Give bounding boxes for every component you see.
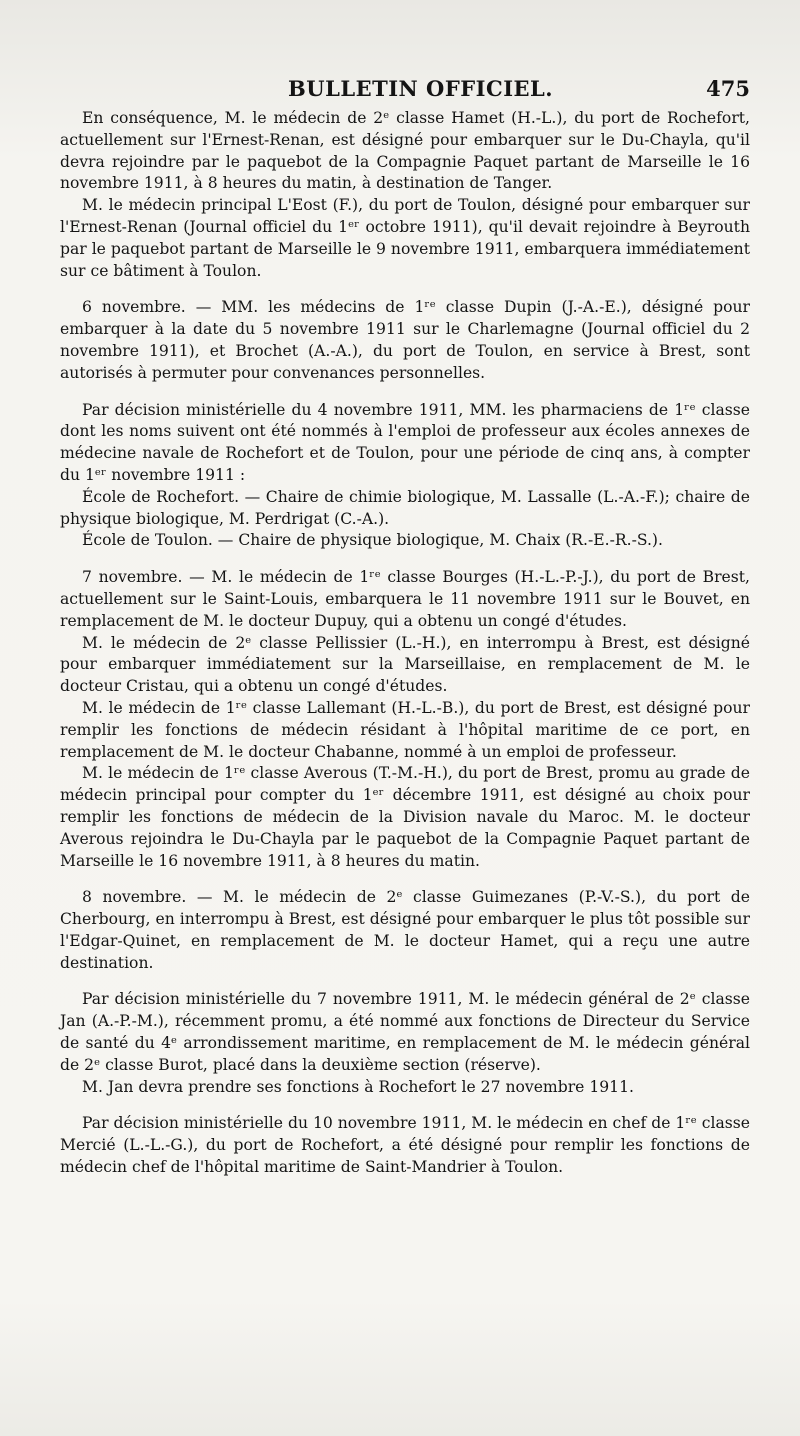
paragraph-1: En conséquence, M. le médecin de 2ᵉ classe Hamet (H.-L.), du port de Rochefort, actuellement sur l'Ernest-Renan, est désigné pour embarquer sur le Du-Chayla, qu'il devra rejoindre par le paquebot de la Compagnie Paquet partant de Marseille le 16 novembre 1911, à 8 heures du matin, à destination de Tanger. [60, 109, 750, 193]
running-title: BULLETIN OFFICIEL. [288, 76, 554, 101]
paragraph-11: 8 novembre. — M. le médecin de 2ᵉ classe Guimezanes (P.-V.-S.), du port de Cherbourg, en interrompu à Brest, est désigné pour embarquer le plus tôt possible sur l'Edgar-Quinet, en remplacement de M. le docteur Hamet, qui a reçu une autre destination. [60, 888, 750, 972]
page-header [60, 76, 750, 108]
paragraph-6: École de Toulon. — Chaire de physique biologique, M. Chaix (R.-E.-R.-S.). [82, 531, 663, 550]
paragraph-2: M. le médecin principal L'Eost (F.), du port de Toulon, désigné pour embarquer sur l'Ernest-Renan (Journal officiel du 1ᵉʳ octobre 1911), qu'il devait rejoindre à Beyrouth par le paquebot partant de Marseille le 9 novembre 1911, embarquera immédiatement sur ce bâtiment à Toulon. [60, 196, 750, 280]
paragraph-10: M. le médecin de 1ʳᵉ classe Averous (T.-M.-H.), du port de Brest, promu au grade de médecin principal pour compter du 1ᵉʳ décembre 1911, est désigné au choix pour remplir les fonctions de médecin de la Division navale du Maroc. M. le docteur Averous rejoindra le Du-Chayla par le paquebot de la Compagnie Paquet partant de Marseille le 16 novembre 1911, à 8 heures du matin. [60, 764, 750, 870]
paragraph-8: M. le médecin de 2ᵉ classe Pellissier (L.-H.), en interrompu à Brest, est désigné pour embarquer immédiatement sur la Marseillaise, en remplacement de M. le docteur Cristau, qui a obtenu un congé d'études. [60, 633, 750, 696]
page-number: 475 [706, 76, 750, 101]
paragraph-4: Par décision ministérielle du 4 novembre 1911, MM. les pharmaciens de 1ʳᵉ classe dont les noms suivent ont été nommés à l'emploi de professeur aux écoles annexes de médecine navale de Rochefort et de Toulon, pour une période de cinq ans, à compter du 1ᵉʳ novembre 1911 : [60, 400, 750, 484]
paragraph-9: M. le médecin de 1ʳᵉ classe Lallemant (H.-L.-B.), du port de Brest, est désigné pour remplir les fonctions de médecin résidant à l'hôpital maritime de ce port, en remplacement de M. le docteur Chabanne, nommé à un emploi de professeur. [60, 698, 750, 761]
paragraph-7: 7 novembre. — M. le médecin de 1ʳᵉ classe Bourges (H.-L.-P.-J.), du port de Brest, actuellement sur le Saint-Louis, embarquera le 11 novembre 1911 sur le Bouvet, en remplacement de M. le docteur Dupuy, qui a obtenu un congé d'études. [60, 568, 750, 630]
paragraph-5: École de Rochefort. — Chaire de chimie biologique, M. Lassalle (L.-A.-F.); chaire de physique biologique, M. Perdrigat (C.-A.). [60, 487, 750, 528]
document-body [60, 108, 750, 1179]
paragraph-13: M. Jan devra prendre ses fonctions à Rochefort le 27 novembre 1911. [82, 1077, 634, 1096]
paragraph-3: 6 novembre. — MM. les médecins de 1ʳᵉ classe Dupin (J.-A.-E.), désigné pour embarquer à la date du 5 novembre 1911 sur le Charlemagne (Journal officiel du 2 novembre 1911), et Brochet (A.-A.), du port de Toulon, en service à Brest, sont autorisés à permuter pour convenances personnelles. [60, 298, 750, 382]
paragraph-14: Par décision ministérielle du 10 novembre 1911, M. le médecin en chef de 1ʳᵉ classe Mercié (L.-L.-G.), du port de Rochefort, a été désigné pour remplir les fonctions de médecin chef de l'hôpital maritime de Saint-Mandrier à Toulon. [60, 1114, 750, 1177]
paragraph-12: Par décision ministérielle du 7 novembre 1911, M. le médecin général de 2ᵉ classe Jan (A.-P.-M.), récemment promu, a été nommé aux fonctions de Directeur du Service de santé du 4ᵉ arrondissement maritime, en remplacement de M. le médecin général de 2ᵉ classe Burot, placé dans la deuxième section (réserve). [60, 990, 750, 1074]
